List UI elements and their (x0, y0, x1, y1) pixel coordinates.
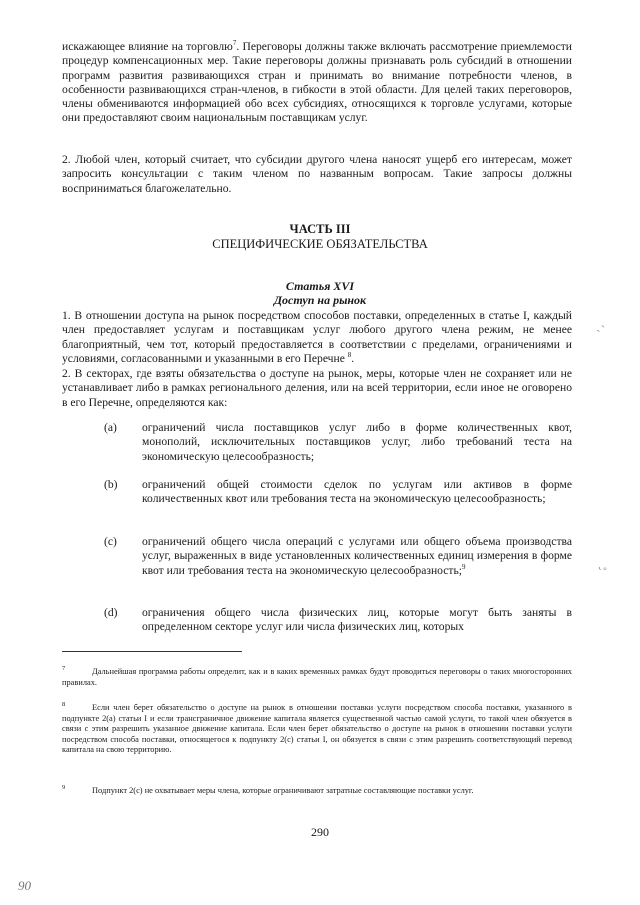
intro-paragraph-1 (62, 40, 572, 126)
article-subtitle: Доступ на рынок (273, 293, 367, 307)
part-subtitle: СПЕЦИФИЧЕСКИЕ ОБЯЗАТЕЛЬСТВА (212, 237, 428, 251)
footnote-ref-9: 9 (461, 562, 466, 571)
footnote-mark: 8 (62, 701, 66, 708)
list-item-label: (d) (104, 606, 118, 619)
handwritten-margin-note: 90 (18, 878, 31, 893)
intro-text-b: . Переговоры должны также включать рассмотрение приемлемости процедур компенсационных мер. Такие переговоры должны признавать роль субсидий в отношении программ развития развивающихся стран и принимать во внимание потребности членов, в особенности развивающихся стран-членов, в гибкости в этой области. Для целей таких переговоров, члены обмениваются информацией обо всех субсидиях, относящихся к торговле услугами, которые они предоставляют своим национальным поставщикам услуг. (62, 40, 573, 125)
list-item-c-text: ограничений общего числа операций с услугами или общего объема производства услуг, выраженных в виде установленных количественных единиц измерения в форме квот или требования теста на экономическую целесообразность; (142, 535, 572, 577)
footnote-ref-8: 8 (347, 351, 352, 360)
footnote-text: Если член берет обязательство о доступе на рынок в отношении поставки услуги посредством способа поставки, указанного в подпункте 2(а) статьи I и если трансграничное движение капитала является существенной частью самой услуги, то такой член обязуется в связи с этим разрешить указанное движение капитала. Если член берет обязательство о доступе на рынок в отношении поставки услуги посредством способа поставки, относящегося к подпункту 2(с) статьи I, он обязуется в связи с этим разрешить соответствующий перевод капитала на свою территорию. (62, 703, 572, 755)
article-paragraph-1 (62, 309, 572, 366)
list-item-label: (b) (104, 478, 118, 491)
article-p2-text: 2. В секторах, где взяты обязательства о доступе на рынок, меры, которые член не сохраняет или не устанавливает либо в рамках регионального деления, или на всей территории, если иное не оговорено в его Перечне, определяются как: (62, 367, 572, 409)
footnote-mark: 9 (62, 784, 66, 791)
article-p1-text: 1. В отношении доступа на рынок посредством способов поставки, определенных в статье I, каждый член предоставляет услугам и поставщикам услуг любого другого члена режим, не менее благоприятный, чем тот, который предоставляется в соответствии с пределами, ограничениями и условиями, согласованными и указанными в его Перечне (62, 309, 572, 365)
intro-para2-text: 2. Любой член, который считает, что субсидии другого члена наносят ущерб его интересам, может запросить консультации с таким членом по названным вопросам. Такие запросы должны восприниматься благожелательно. (62, 153, 572, 195)
list-item-text: ограничений числа поставщиков услуг либо в форме количественных квот, монополий, исключительных поставщиков услуг, либо требований теста на экономическую целесообразность; (142, 421, 572, 463)
footnote-text: Подпункт 2(с) не охватывает меры члена, которые ограничивают затратные составляющие поставки услуг. (92, 786, 474, 795)
article-p1-end: . (351, 351, 355, 365)
scan-speck: ˎ˴ (596, 318, 606, 333)
scan-speck: ˛˳ (598, 556, 608, 571)
footnote-ref-7: 7 (232, 39, 237, 48)
page-number: 290 (311, 825, 329, 839)
part-title: ЧАСТЬ III (289, 222, 351, 236)
intro-text-a: искажающее влияние на торговлю (62, 40, 233, 53)
article-paragraph-2 (62, 367, 572, 410)
footnote-text: Дальнейшая программа работы определит, как и в каких временных рамках будут проводиться переговоры о таких многосторонних правилах. (62, 667, 572, 687)
intro-paragraph-2 (62, 153, 572, 196)
list-item-text (142, 535, 572, 578)
list-item-text: ограничений общей стоимости сделок по услугам или активов в форме количественных квот или требования теста на экономическую целесообразность; (142, 478, 572, 506)
footnote-separator (62, 651, 242, 652)
list-item-label: (a) (104, 421, 117, 434)
list-item-label: (c) (104, 535, 117, 548)
list-item-text: ограничения общего числа физических лиц, которые могут быть заняты в определенном секторе услуг или числа физических лиц, которых (142, 606, 572, 634)
article-title: Статья XVI (285, 279, 355, 293)
footnote-mark: 7 (62, 665, 66, 672)
